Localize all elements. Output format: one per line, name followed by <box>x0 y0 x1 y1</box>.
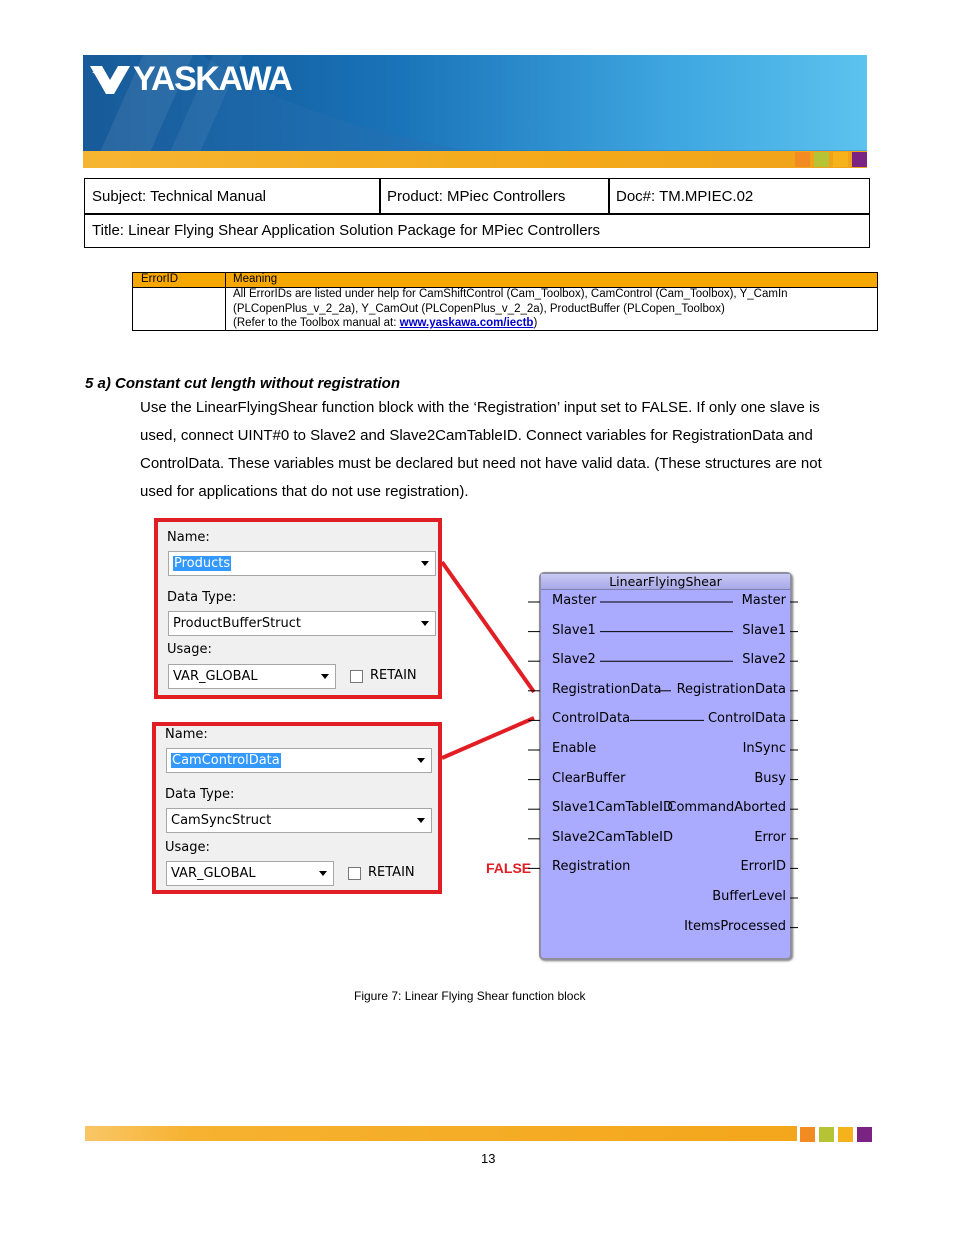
connector-line-control <box>442 718 534 758</box>
chevron-down-icon[interactable] <box>417 758 425 763</box>
brand-square <box>852 152 867 167</box>
toolbox-manual-link[interactable]: www.yaskawa.com/iectb <box>399 317 534 329</box>
retain-label: RETAIN <box>368 865 415 880</box>
chevron-down-icon[interactable] <box>421 561 429 566</box>
input-pin-enable[interactable]: Enable <box>552 741 597 756</box>
chevron-down-icon[interactable] <box>319 871 327 876</box>
meaning-line-3 <box>233 316 537 331</box>
brand-square <box>819 1127 834 1142</box>
function-block-title: LinearFlyingShear <box>541 574 790 590</box>
paragraph-line: ControlData. These variables must be declared but need not have valid data. (These structures are not <box>140 455 822 472</box>
output-pin-insync[interactable]: InSync <box>742 741 786 756</box>
output-pin-slave1[interactable]: Slave1 <box>742 622 786 638</box>
banner-orange-strip <box>83 151 867 168</box>
products-variable-panel <box>154 518 442 699</box>
paragraph-line: used for applications that do not use registration). <box>140 483 469 500</box>
chevron-down-icon[interactable] <box>417 818 425 823</box>
document-header-table <box>84 178 870 248</box>
brand-square <box>800 1127 815 1142</box>
brand-square <box>795 152 810 167</box>
data-type-value: ProductBufferStruct <box>173 616 301 631</box>
output-pin-master[interactable]: Master <box>741 593 786 608</box>
usage-value: VAR_GLOBAL <box>171 866 256 881</box>
input-pin-registrationdata[interactable]: RegistrationData <box>552 681 662 697</box>
error-id-table <box>132 272 878 331</box>
data-type-label: Data Type: <box>167 590 237 605</box>
retain-checkbox[interactable] <box>348 867 361 880</box>
retain-checkbox[interactable] <box>350 670 363 683</box>
input-pin-slave2camtableid[interactable]: Slave2CamTableID <box>552 829 673 845</box>
usage-label: Usage: <box>167 642 212 657</box>
output-pin-registrationdata[interactable]: RegistrationData <box>676 681 786 697</box>
usage-combo[interactable] <box>168 664 336 689</box>
yaskawa-logo-icon <box>88 62 132 98</box>
meaning-line-1: All ErrorIDs are listed under help for CamShiftControl (Cam_Toolbox), CamControl (Cam_Toolbox), Y_CamIn <box>233 288 788 300</box>
brand-square <box>857 1127 872 1142</box>
brand-square <box>838 1127 853 1142</box>
meaning-line-2: (PLCopenPlus_v_2_2a), Y_CamOut (PLCopenPlus_v_2_2a), ProductBuffer (PLCopen_Toolbox) <box>233 303 725 315</box>
page-number: 13 <box>481 1151 496 1166</box>
output-pin-itemsprocessed[interactable]: ItemsProcessed <box>684 918 786 934</box>
name-combo[interactable] <box>168 551 436 576</box>
retain-label: RETAIN <box>370 668 417 683</box>
meaning-column-header: Meaning <box>233 273 278 285</box>
input-pin-slave2[interactable]: Slave2 <box>552 652 596 668</box>
title-cell: Title: Linear Flying Shear Application Solution Package for MPiec Controllers <box>92 222 601 239</box>
doc-number-cell: Doc#: TM.MPIEC.02 <box>616 187 754 205</box>
usage-combo[interactable] <box>166 861 334 886</box>
paragraph-line: Use the LinearFlyingShear function block with the ‘Registration’ input set to FALSE. If only one slave is <box>140 399 820 416</box>
logo-text: YASKAWA <box>133 60 292 98</box>
output-pin-commandaborted[interactable]: CommandAborted <box>667 800 786 816</box>
subject-cell: Subject: Technical Manual <box>92 187 266 205</box>
input-pin-clearbuffer[interactable]: ClearBuffer <box>552 770 626 786</box>
input-pin-slave1camtableid[interactable]: Slave1CamTableID <box>552 800 673 816</box>
section-paragraph <box>140 394 822 506</box>
chevron-down-icon[interactable] <box>321 674 329 679</box>
connector-line-registration <box>442 562 534 692</box>
usage-value: VAR_GLOBAL <box>173 669 258 684</box>
paragraph-line: used, connect UINT#0 to Slave2 and Slave2CamTableID. Connect variables for RegistrationData and <box>140 427 813 444</box>
input-pin-slave1[interactable]: Slave1 <box>552 622 596 638</box>
name-label: Name: <box>165 727 208 742</box>
meaning-line-3-suffix: ) <box>533 317 538 329</box>
data-type-combo[interactable] <box>166 808 432 833</box>
footer-bar <box>85 1126 797 1141</box>
output-pin-bufferlevel[interactable]: BufferLevel <box>712 889 786 904</box>
errorid-column-header: ErrorID <box>141 273 179 285</box>
chevron-down-icon[interactable] <box>421 621 429 626</box>
output-pin-error[interactable]: Error <box>754 829 786 845</box>
name-label: Name: <box>167 530 210 545</box>
name-value: Products <box>174 556 231 571</box>
figure-caption: Figure 7: Linear Flying Shear function block <box>354 989 586 1003</box>
output-pin-slave2[interactable]: Slave2 <box>742 652 786 668</box>
output-pin-controldata[interactable]: ControlData <box>707 711 786 727</box>
product-cell: Product: MPiec Controllers <box>387 187 566 205</box>
brand-square <box>814 152 829 167</box>
data-type-combo[interactable] <box>168 611 436 636</box>
data-type-label: Data Type: <box>165 787 235 802</box>
name-combo[interactable] <box>166 748 432 773</box>
section-heading: 5 a) Constant cut length without registration <box>85 375 400 392</box>
false-constant-label: FALSE <box>486 860 532 876</box>
name-value: CamControlData <box>172 753 280 768</box>
brand-square <box>833 152 848 167</box>
output-pin-busy[interactable]: Busy <box>754 770 786 786</box>
input-pin-registration[interactable]: Registration <box>552 859 631 875</box>
input-pin-master[interactable]: Master <box>552 593 597 608</box>
cam-control-variable-panel <box>152 722 442 894</box>
data-type-value: CamSyncStruct <box>171 813 272 828</box>
function-block-wires <box>528 590 804 940</box>
input-pin-controldata[interactable]: ControlData <box>552 711 631 727</box>
usage-label: Usage: <box>165 840 210 855</box>
meaning-line-3-prefix: (Refer to the Toolbox manual at: <box>233 317 400 329</box>
connector-lines <box>440 550 540 760</box>
output-pin-errorid[interactable]: ErrorID <box>740 859 786 875</box>
